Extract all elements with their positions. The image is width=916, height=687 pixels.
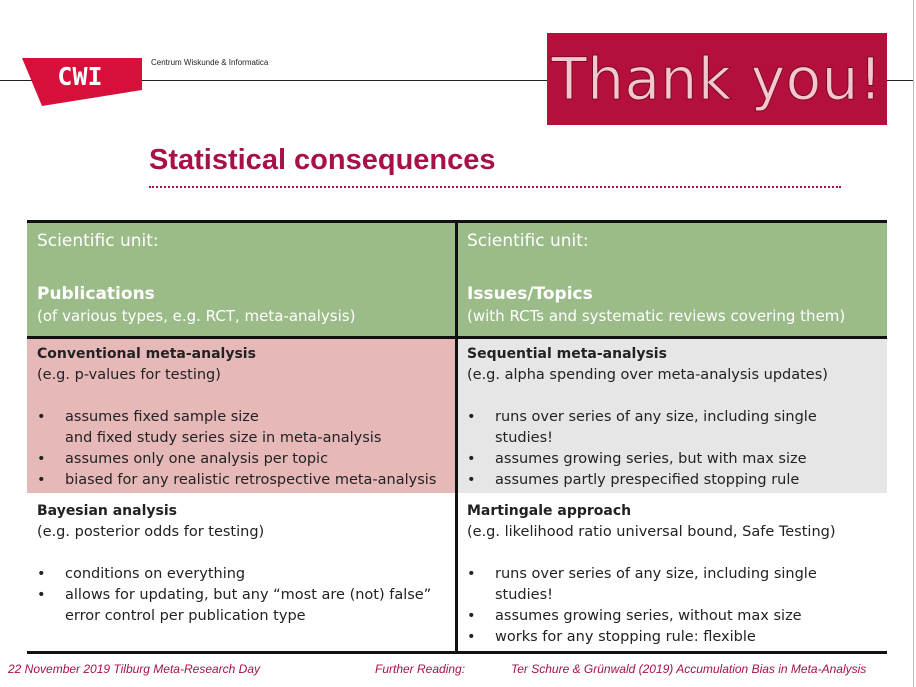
list-item: • assumes growing series, but with max size — [467, 449, 878, 470]
right-header-cell — [458, 221, 887, 336]
martingale-cell — [458, 496, 887, 652]
slide-title: Statistical consequences — [149, 144, 496, 176]
footer-event: 22 November 2019 Tilburg Meta-Research Day — [8, 662, 261, 676]
table-rule-vertical — [455, 221, 458, 652]
list-item: • runs over series of any size, including single studies! — [467, 407, 878, 449]
list-item: • allows for updating, but any “most are (not) false” — [37, 585, 445, 606]
list-item: • conditions on everything — [37, 564, 445, 585]
sequential-list — [467, 407, 878, 491]
thank-you-banner — [547, 33, 887, 125]
list-item: • works for any stopping rule: flexible — [467, 627, 878, 648]
title-dotted-rule — [149, 186, 841, 188]
list-item: • runs over series of any size, including single studies! — [467, 564, 878, 606]
footer-further-label: Further Reading: — [375, 662, 466, 676]
left-header-label: Scientific unit: — [37, 231, 159, 251]
cwi-logo — [22, 56, 142, 106]
organization-name: Centrum Wiskunde & Informatica — [151, 58, 269, 67]
table-rule-bottom — [27, 651, 887, 654]
list-item: • assumes growing series, without max size — [467, 606, 878, 627]
conventional-heading: Conventional meta-analysis — [37, 346, 256, 362]
martingale-heading: Martingale approach — [467, 503, 632, 519]
martingale-list — [467, 564, 878, 648]
conventional-list — [37, 407, 445, 491]
bayesian-list — [37, 564, 445, 627]
conventional-example: (e.g. p-values for testing) — [37, 367, 221, 383]
list-item: error control per publication type — [65, 608, 306, 624]
list-item: and fixed study series size in meta-analysis — [65, 430, 382, 446]
list-item: • biased for any realistic retrospective meta-analysis — [37, 470, 445, 491]
logo-text: CWI — [57, 62, 103, 91]
list-item: • assumes fixed sample size — [37, 407, 445, 428]
right-header-note: (with RCTs and systematic reviews covering them) — [467, 307, 846, 325]
left-header-note: (of various types, e.g. RCT, meta-analysis) — [37, 307, 356, 325]
sequential-example: (e.g. alpha spending over meta-analysis updates) — [467, 367, 828, 383]
left-header-unit: Publications — [37, 284, 155, 304]
right-header-unit: Issues/Topics — [467, 284, 593, 304]
thank-you-text: Thank you! — [551, 45, 883, 113]
bayesian-cell — [27, 496, 455, 652]
slide-border — [913, 0, 914, 687]
list-item: • assumes partly prespecified stopping rule — [467, 470, 878, 491]
left-header-cell — [27, 221, 455, 336]
sequential-heading: Sequential meta-analysis — [467, 346, 667, 362]
bayesian-heading: Bayesian analysis — [37, 503, 177, 519]
list-item: • assumes only one analysis per topic — [37, 449, 445, 470]
martingale-example: (e.g. likelihood ratio universal bound, Safe Testing) — [467, 524, 836, 540]
sequential-cell — [458, 339, 887, 493]
footer-reference: Ter Schure & Grünwald (2019) Accumulation Bias in Meta-Analysis — [511, 662, 867, 676]
bayesian-example: (e.g. posterior odds for testing) — [37, 524, 265, 540]
right-header-label: Scientific unit: — [467, 231, 589, 251]
conventional-cell — [27, 339, 455, 493]
